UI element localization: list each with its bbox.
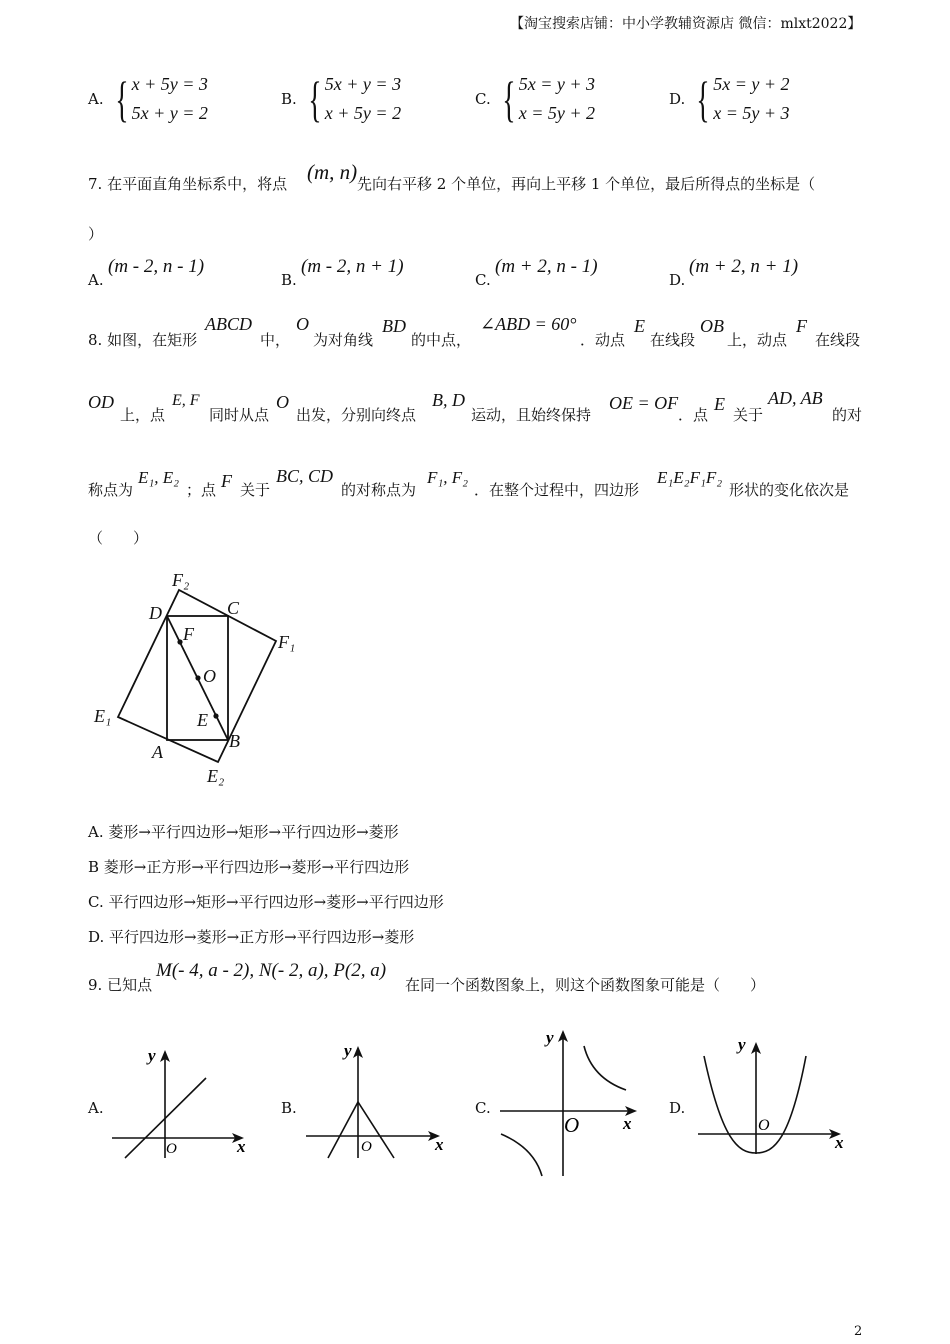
option-label: C. — [475, 90, 491, 108]
parabola — [704, 1056, 806, 1153]
page-header: 【淘宝搜索店铺：中小学教辅资源店 微信：mlxt2022】 — [510, 16, 862, 32]
q8-math: ∠ABD = 60° — [480, 314, 577, 334]
label-c: C — [227, 598, 240, 618]
q8-text: 称点为 — [88, 481, 134, 499]
q8-text: 在线段 — [815, 331, 861, 349]
hyperbola-branch-lower — [501, 1134, 542, 1176]
q7-option-a-value: (m - 2, n - 1) — [108, 256, 205, 277]
option-label: B. — [281, 90, 297, 108]
q7-prefix: 7. 在平面直角坐标系中，将点 — [88, 175, 288, 193]
point-o — [195, 675, 200, 680]
equation-system — [325, 70, 401, 128]
page-number: 2 — [854, 1324, 863, 1339]
q6-option-a[interactable] — [88, 70, 208, 128]
q6-option-d[interactable] — [669, 70, 790, 128]
q8-math: F — [221, 471, 232, 491]
point-f — [177, 639, 182, 644]
label-o: O — [203, 666, 216, 686]
q8-math: AD, AB — [768, 388, 823, 408]
hyperbola-branch-upper — [584, 1046, 626, 1090]
q8-math: E₁E₂F₁F₂ — [657, 468, 723, 487]
q8-math: O — [296, 314, 309, 334]
q8-text: 的对 — [832, 406, 863, 424]
q7-option-c-value: (m + 2, n - 1) — [495, 256, 598, 277]
x-axis-label: x — [623, 1114, 632, 1133]
q7-close: ） — [88, 225, 104, 243]
q8-option-c[interactable]: C. 平行四边形→矩形→平行四边形→菱形→平行四边形 — [88, 893, 444, 911]
option-label: A. — [88, 90, 104, 108]
q8-text: 上，点 — [120, 406, 166, 424]
q9-option-a-label[interactable]: A. — [88, 1099, 104, 1117]
brace: { — [308, 71, 322, 127]
q8-text: 运动，且始终保持 — [471, 406, 592, 424]
q8-answer-paren: （ ） — [88, 529, 149, 547]
q9-suffix: 在同一个函数图象上，则这个函数图象可能是（ ） — [405, 976, 766, 994]
q8-math: O — [276, 392, 289, 412]
q8-math: BC, CD — [276, 466, 334, 486]
q8-math: E — [634, 316, 645, 336]
brace: { — [502, 71, 516, 127]
q8-text: 的中点， — [411, 331, 472, 349]
q8-math: F₁, F₂ — [427, 468, 469, 487]
q9-option-b-label[interactable]: B. — [281, 1099, 297, 1117]
q8-text: 中， — [260, 331, 291, 349]
q8-option-b[interactable]: B 菱形→正方形→平行四边形→菱形→平行四边形 — [88, 858, 410, 876]
q8-text: ；点 — [186, 481, 217, 499]
q8-text: ．在整个过程中，四边形 — [474, 481, 640, 499]
label-e1: E₁ — [94, 706, 112, 726]
x-axis-label: x — [835, 1133, 844, 1152]
equation-row: x + 5y = 2 — [324, 103, 402, 123]
q7-option-d-value: (m + 2, n + 1) — [689, 256, 799, 277]
q9-prefix: 9. 已知点 — [88, 976, 153, 994]
y-axis-label: y — [546, 1028, 554, 1047]
equation-system — [519, 70, 595, 128]
equation-row: x = 5y + 3 — [713, 103, 790, 123]
q8-text: 8. 如图，在矩形 — [88, 331, 198, 349]
q7-point: (m, n) — [307, 160, 358, 184]
q8-math: OB — [700, 316, 724, 336]
q6-option-b[interactable] — [281, 70, 401, 128]
figure-svg — [90, 565, 310, 790]
q9-points: M(- 4, a - 2), N(- 2, a), P(2, a) — [156, 960, 387, 981]
label-f1: F₁ — [278, 632, 296, 652]
option-label: D. — [669, 90, 686, 108]
q9-option-d-label[interactable]: D. — [669, 1099, 686, 1117]
q8-text: ．点 — [678, 406, 709, 424]
label-e: E — [197, 710, 208, 730]
q8-math: E₁, E₂ — [138, 468, 180, 487]
q9-option-c-label[interactable]: C. — [475, 1099, 491, 1117]
equation-row: 5x + y = 3 — [324, 74, 402, 94]
q7-option-a-label[interactable]: A. — [88, 271, 104, 289]
graph-svg — [694, 1032, 854, 1157]
graph-svg — [496, 1022, 646, 1182]
q8-math: ABCD — [205, 314, 252, 334]
q7-option-c-label[interactable]: C. — [475, 271, 491, 289]
q8-option-a[interactable]: A. 菱形→平行四边形→矩形→平行四边形→菱形 — [88, 823, 399, 841]
equation-system — [713, 70, 789, 128]
graph-svg — [108, 1040, 258, 1165]
equation-row: x = 5y + 2 — [518, 103, 595, 123]
q8-math: F — [796, 316, 807, 336]
q8-text: 同时从点 — [209, 406, 270, 424]
q8-math: E, F — [172, 392, 200, 409]
q8-option-d[interactable]: D. 平行四边形→菱形→正方形→平行四边形→菱形 — [88, 928, 415, 946]
label-b: B — [229, 731, 240, 751]
label-f2: F₂ — [172, 570, 190, 590]
graph-svg — [302, 1036, 452, 1161]
y-axis-label: y — [344, 1041, 352, 1060]
q8-text: 关于 — [733, 406, 764, 424]
y-axis-label: y — [738, 1035, 746, 1054]
q6-option-c[interactable] — [475, 70, 595, 128]
q8-text: ．动点 — [580, 331, 626, 349]
q8-math: B, D — [432, 390, 465, 410]
q7-option-b-value: (m - 2, n + 1) — [301, 256, 404, 277]
q9-graph-a — [108, 1040, 258, 1169]
origin-label: O — [564, 1113, 580, 1137]
origin-label: O — [758, 1117, 770, 1134]
q8-text: 的对称点为 — [341, 481, 417, 499]
q8-math: OE = OF — [609, 393, 679, 413]
q8-math: OD — [88, 392, 114, 412]
q9-graph-d — [694, 1032, 854, 1161]
brace: { — [115, 71, 129, 127]
q8-math: E — [714, 394, 725, 414]
equation-row: 5x = y + 2 — [713, 74, 790, 94]
equation-system — [132, 70, 208, 128]
q8-text: 关于 — [240, 481, 271, 499]
q7-option-b-label[interactable]: B. — [281, 271, 297, 289]
origin-label: O — [361, 1139, 372, 1155]
equation-row: 5x + y = 2 — [131, 103, 208, 123]
q8-text: 形状的变化依次是 — [729, 481, 850, 499]
q8-text: 在线段 — [650, 331, 696, 349]
origin-label: O — [166, 1141, 177, 1157]
equation-row: x + 5y = 3 — [131, 74, 208, 94]
brace: { — [696, 71, 710, 127]
label-f: F — [183, 624, 194, 644]
q8-text: 出发，分别向终点 — [296, 406, 417, 424]
q7-option-d-label[interactable]: D. — [669, 271, 686, 289]
label-a: A — [152, 742, 163, 762]
q9-graph-b — [302, 1036, 452, 1165]
q8-text: 为对角线 — [313, 331, 374, 349]
label-d: D — [149, 603, 162, 623]
label-e2: E₂ — [207, 766, 225, 786]
q7-suffix: 先向右平移 2 个单位，再向上平移 1 个单位，最后所得点的坐标是（ — [357, 175, 816, 193]
q9-graph-c — [496, 1022, 646, 1186]
equation-row: 5x = y + 3 — [518, 74, 595, 94]
q8-geometry-figure — [90, 565, 310, 794]
x-axis-label: x — [435, 1135, 444, 1154]
point-e — [213, 713, 218, 718]
x-axis-label: x — [237, 1137, 246, 1156]
q8-math: BD — [382, 316, 406, 336]
y-axis-label: y — [148, 1046, 156, 1065]
q8-text: 上，动点 — [727, 331, 788, 349]
